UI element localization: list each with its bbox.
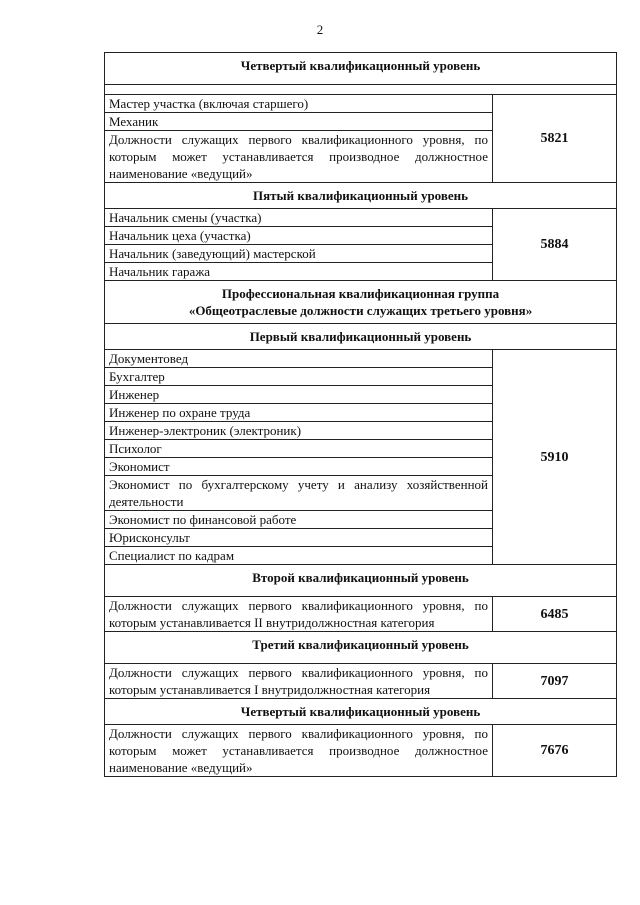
position-name: Начальник смены (участка): [105, 209, 493, 227]
level-header-row: [105, 324, 617, 350]
salary-value: 5884: [493, 209, 617, 281]
level-header-row: [105, 183, 617, 209]
level-header-row: [105, 699, 617, 725]
level-header-row: [105, 53, 617, 85]
group-heading: [105, 281, 617, 324]
position-name: Бухгалтер: [105, 368, 493, 386]
group-header-row: [105, 281, 617, 324]
position-name: Механик: [105, 113, 493, 131]
position-name: Юрисконсульт: [105, 529, 493, 547]
position-name: Начальник (заведующий) мастерской: [105, 245, 493, 263]
table-row: [105, 597, 617, 632]
position-name: Должности служащих первого квалификационного уровня, по которым может устанавливается производное должностное наименование «ведущий»: [105, 131, 493, 183]
level-heading: Первый квалификационный уровень: [105, 324, 617, 350]
salary-table: [104, 52, 617, 777]
position-name: Экономист по финансовой работе: [105, 511, 493, 529]
position-name: Документовед: [105, 350, 493, 368]
position-name: Экономист по бухгалтерскому учету и анализу хозяйственной деятельности: [105, 476, 493, 511]
level-header-row: [105, 565, 617, 597]
position-name: Начальник цеха (участка): [105, 227, 493, 245]
position-name: Психолог: [105, 440, 493, 458]
position-name: Должности служащих первого квалификационного уровня, по которым устанавливается I внутридолжностная категория: [105, 664, 493, 699]
position-name: Инженер-электроник (электроник): [105, 422, 493, 440]
position-name: Должности служащих первого квалификационного уровня, по которым может устанавливается производное должностное наименование «ведущий»: [105, 725, 493, 777]
position-name: Экономист: [105, 458, 493, 476]
level-heading: Третий квалификационный уровень: [105, 632, 617, 664]
table-row: [105, 85, 617, 95]
salary-value: 7097: [493, 664, 617, 699]
salary-value: 7676: [493, 725, 617, 777]
position-name: Мастер участка (включая старшего): [105, 95, 493, 113]
position-name: Инженер по охране труда: [105, 404, 493, 422]
table-row: [105, 95, 617, 113]
group-heading-line2: «Общеотраслевые должности служащих третьего уровня»: [188, 303, 533, 318]
table-row: [105, 350, 617, 368]
group-heading-line1: Профессиональная квалификационная группа: [221, 286, 500, 301]
position-name: Должности служащих первого квалификационного уровня, по которым устанавливается II внутридолжностная категория: [105, 597, 493, 632]
level-heading: Второй квалификационный уровень: [105, 565, 617, 597]
level-heading: Четвертый квалификационный уровень: [105, 699, 617, 725]
salary-value: 6485: [493, 597, 617, 632]
level-header-row: [105, 632, 617, 664]
table-row: [105, 209, 617, 227]
level-heading: Пятый квалификационный уровень: [105, 183, 617, 209]
position-name: Специалист по кадрам: [105, 547, 493, 565]
position-name: Начальник гаража: [105, 263, 493, 281]
table-row: [105, 664, 617, 699]
table-row: [105, 725, 617, 777]
position-name: Инженер: [105, 386, 493, 404]
salary-value: 5821: [493, 95, 617, 183]
salary-value: 5910: [493, 350, 617, 565]
page-number: 2: [316, 22, 324, 37]
level-heading: Четвертый квалификационный уровень: [105, 53, 617, 85]
